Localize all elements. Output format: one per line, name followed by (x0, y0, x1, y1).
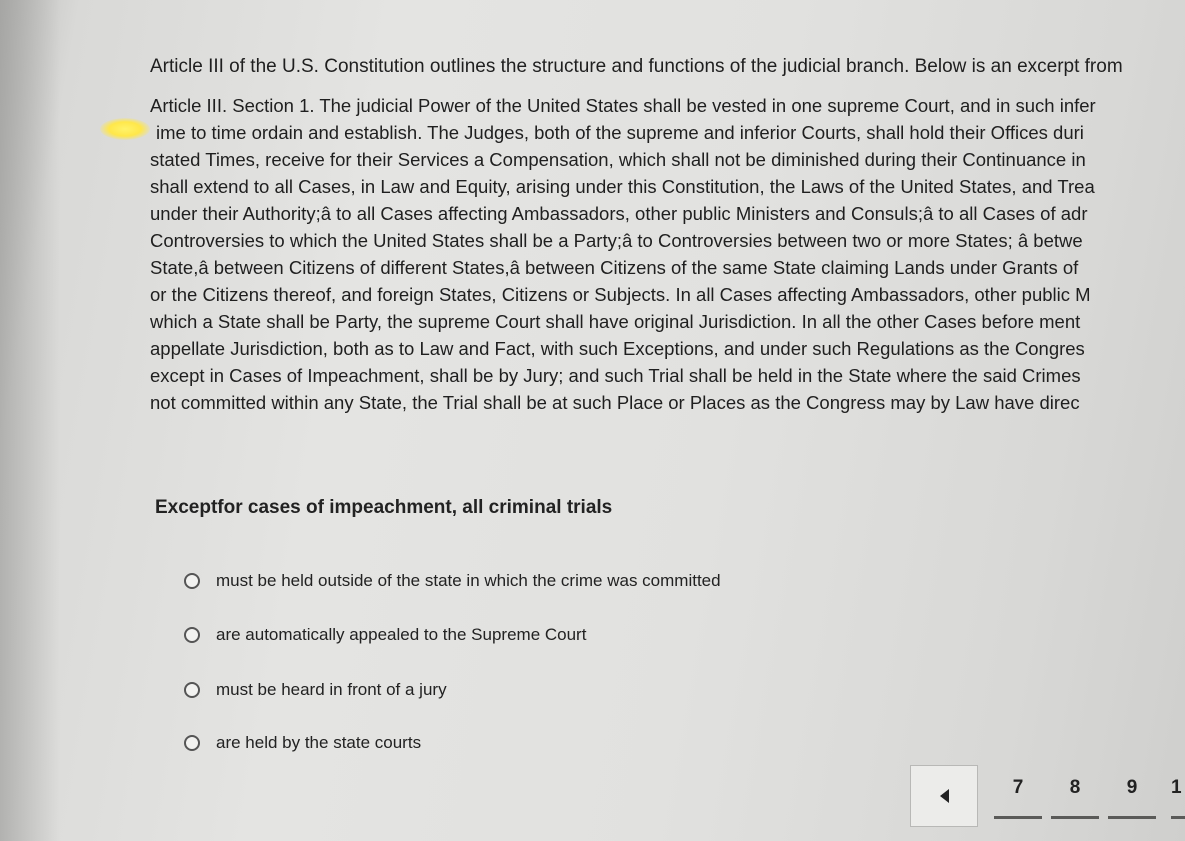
answer-option-label: must be heard in front of a jury (216, 680, 447, 699)
question-pagination (910, 757, 1185, 827)
answer-option-3[interactable] (184, 680, 447, 700)
excerpt-line: except in Cases of Impeachment, shall be by Jury; and such Trial shall be held in the State where the said Crimes (150, 365, 1081, 386)
passage-intro: Article III of the U.S. Constitution outlines the structure and functions of the judicial branch. Below is an excerpt from (150, 56, 1123, 77)
page-7-button[interactable]: 7 (990, 757, 1046, 819)
highlighter-mark (100, 118, 150, 140)
page-next-button[interactable]: 1 (1171, 757, 1185, 819)
excerpt-line: shall extend to all Cases, in Law and Equity, arising under this Constitution, the Laws of the United States, and Trea (150, 176, 1095, 197)
answer-option-1[interactable] (184, 571, 721, 591)
excerpt-line: State,â between Citizens of different States,â between Citizens of the same State claiming Lands under Grants of (150, 257, 1079, 278)
answer-option-2[interactable] (184, 625, 586, 645)
page-9-button[interactable]: 9 (1104, 757, 1160, 819)
screen-shadow (0, 0, 60, 841)
excerpt-line: not committed within any State, the Trial shall be at such Place or Places as the Congress may by Law have direc (150, 392, 1080, 413)
excerpt-line: appellate Jurisdiction, both as to Law and Fact, with such Exceptions, and under such Regulations as the Congres (150, 338, 1085, 359)
excerpt-line: under their Authority;â to all Cases affecting Ambassadors, other public Ministers and Consuls;â to all Cases of adr (150, 203, 1088, 224)
chevron-left-icon (940, 789, 949, 803)
radio-button[interactable] (184, 735, 200, 751)
constitution-excerpt (150, 92, 1096, 416)
radio-button[interactable] (184, 627, 200, 643)
excerpt-line: Article III. Section 1. The judicial Power of the United States shall be vested in one supreme Court, and in such infer (150, 95, 1096, 116)
answer-option-4[interactable] (184, 733, 421, 753)
excerpt-line: or the Citizens thereof, and foreign States, Citizens or Subjects. In all Cases affecting Ambassadors, other public M (150, 284, 1091, 305)
excerpt-line: which a State shall be Party, the supreme Court shall have original Jurisdiction. In all the other Cases before ment (150, 311, 1081, 332)
radio-button[interactable] (184, 682, 200, 698)
radio-button[interactable] (184, 573, 200, 589)
page-8-button[interactable]: 8 (1047, 757, 1103, 819)
previous-page-button[interactable] (910, 765, 978, 827)
excerpt-line: stated Times, receive for their Services a Compensation, which shall not be diminished during their Continuance in (150, 149, 1086, 170)
answer-option-label: must be held outside of the state in which the crime was committed (216, 571, 721, 590)
question-prompt: Exceptfor cases of impeachment, all criminal trials (155, 497, 613, 518)
excerpt-line: Controversies to which the United States shall be a Party;â to Controversies between two or more States; â betwe (150, 230, 1083, 251)
answer-option-label: are automatically appealed to the Supreme Court (216, 625, 587, 644)
excerpt-line: ime to time ordain and establish. The Judges, both of the supreme and inferior Courts, shall hold their Offices duri (156, 122, 1084, 143)
answer-option-label: are held by the state courts (216, 733, 422, 752)
